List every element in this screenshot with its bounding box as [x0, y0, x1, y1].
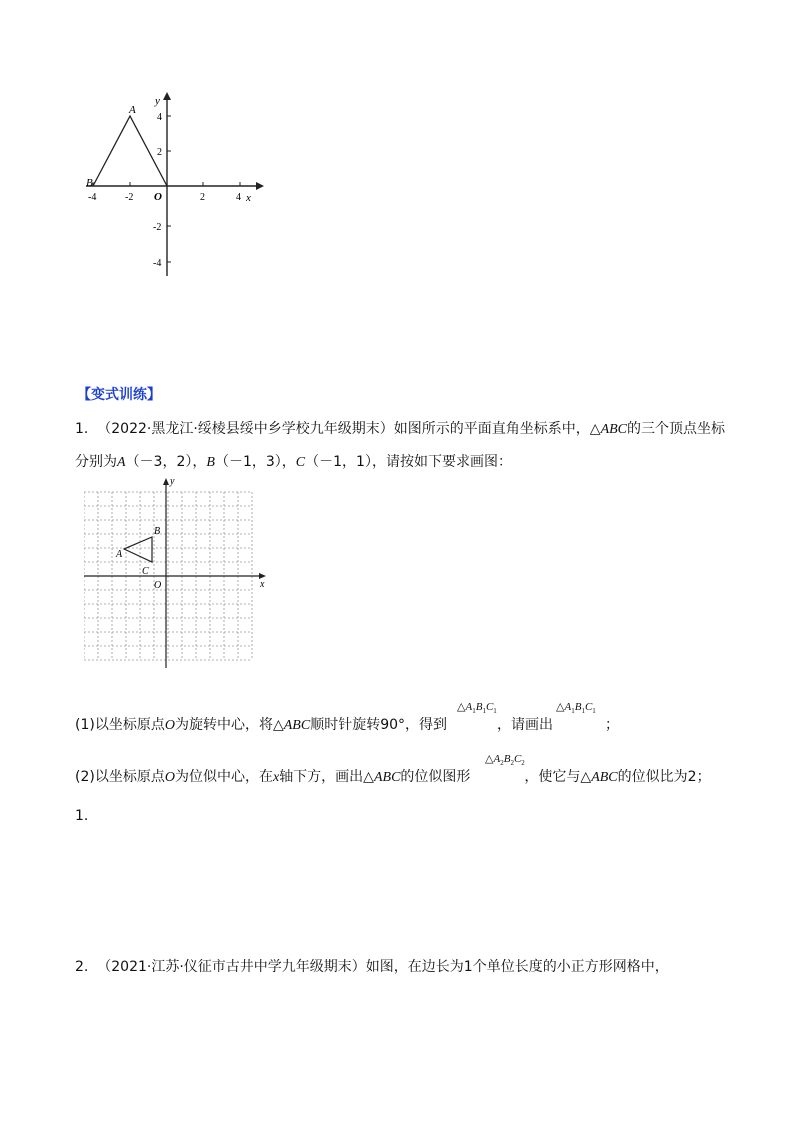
problem-1-line-1 — [75, 418, 725, 438]
subscript: 2 — [510, 759, 514, 768]
subscript: 1 — [592, 707, 596, 716]
triangle-a1b1c1-symbol — [556, 700, 596, 715]
text: 为旋转中心，将△ — [174, 717, 284, 733]
coord: （－3，2）， — [125, 454, 207, 470]
subscript: 1 — [472, 707, 476, 716]
text: 的三个顶点坐标 — [627, 421, 726, 437]
coord: （－1，3）， — [214, 454, 296, 470]
vertex: C — [485, 701, 494, 713]
problem-2-line-1 — [75, 956, 669, 976]
origin-letter: O — [164, 718, 175, 733]
origin-label: O — [154, 191, 162, 203]
origin-letter: O — [164, 770, 175, 785]
vertex: C — [584, 701, 593, 713]
x-axis-arrow — [256, 182, 264, 190]
text: （2022·黑龙江·绥棱县绥中乡学校九年级期末）如图所示的平面直角坐标系中， — [97, 421, 590, 437]
y-axis-arrow — [163, 92, 171, 100]
text: 轴下方，画出△ — [279, 769, 374, 785]
point-a-label: A — [116, 549, 123, 560]
subscript: 1 — [581, 707, 585, 716]
triangle-a1b1c1-symbol — [457, 700, 497, 715]
point-c-label: C — [142, 566, 149, 577]
coord: （－1，1），请按如下要求画图： — [305, 454, 512, 470]
point-b-label: B — [154, 526, 161, 537]
triangle-abc — [124, 537, 152, 562]
vertex: B — [503, 753, 511, 765]
triangle-name: ABC — [600, 422, 628, 437]
problem-1-line-2 — [75, 451, 512, 471]
x-tick-label: 4 — [236, 192, 241, 203]
coordinate-graph-triangle — [80, 88, 270, 278]
triangle-symbol: △ — [485, 753, 494, 765]
triangle-symbol: △ — [457, 701, 466, 713]
triangle-a2b2c2-symbol — [485, 752, 525, 767]
answer-number: 1. — [75, 808, 89, 824]
text: (2)以坐标原点 — [75, 769, 165, 785]
triangle-shape — [93, 116, 167, 186]
vertex: A — [493, 753, 501, 765]
y-axis-label: y — [170, 476, 175, 487]
text: （2021·江苏·仪征市古井中学九年级期末）如图，在边长为 — [97, 959, 464, 975]
vertex: B — [475, 701, 483, 713]
text: 顺时针旋转90°，得到 — [310, 717, 448, 733]
triangle-symbol: △ — [589, 421, 601, 437]
y-tick-label: -2 — [153, 222, 162, 233]
text: 的位似比为2； — [617, 769, 711, 785]
point-a-label: A — [129, 104, 136, 116]
y-tick-label: 4 — [157, 112, 162, 123]
subscript: 1 — [493, 707, 497, 716]
vertex: A — [465, 701, 473, 713]
x-letter: x — [272, 770, 280, 785]
triangle-symbol: △ — [556, 701, 565, 713]
x-tick-label: -2 — [125, 192, 134, 203]
vertex: B — [574, 701, 582, 713]
triangle-name: ABC — [373, 770, 401, 785]
subscript: 1 — [482, 707, 486, 716]
x-tick-label: 2 — [200, 192, 205, 203]
vertex: A — [564, 701, 572, 713]
x-axis-label: x — [246, 192, 251, 204]
text: 的位似图形 — [400, 769, 471, 785]
question-1 — [75, 714, 619, 734]
text: 为位似中心，在 — [174, 769, 273, 785]
text: ，使它与△ — [524, 769, 592, 785]
text: ，请画出 — [497, 717, 554, 733]
subscript: 1 — [571, 707, 575, 716]
problem-number: 1. — [75, 421, 89, 437]
text: 分别为 — [75, 454, 117, 470]
grid-coordinate-figure — [84, 476, 270, 670]
section-title: 【变式训练】 — [77, 387, 161, 403]
text: 个单位长度的小正方形网格中， — [472, 959, 669, 975]
question-2 — [75, 766, 711, 786]
problem-number: 2. — [75, 959, 89, 975]
y-axis-arrow — [163, 478, 169, 485]
point-b-label: B — [86, 177, 93, 189]
y-tick-label: -4 — [153, 258, 162, 269]
subscript: 2 — [521, 759, 525, 768]
point-c: C — [295, 455, 306, 470]
y-axis-label: y — [155, 95, 160, 107]
text: (1)以坐标原点 — [75, 717, 165, 733]
point-a: A — [117, 455, 126, 470]
subscript: 2 — [500, 759, 504, 768]
point-b: B — [206, 455, 215, 470]
triangle-name: ABC — [283, 718, 311, 733]
y-tick-label: 2 — [157, 147, 162, 158]
origin-label: O — [154, 580, 162, 591]
vertex: C — [513, 753, 522, 765]
number-one: 1 — [463, 959, 473, 975]
x-axis-label: x — [260, 579, 265, 590]
triangle-name: ABC — [591, 770, 618, 785]
text: ； — [605, 717, 620, 733]
x-tick-label: -4 — [88, 192, 97, 203]
